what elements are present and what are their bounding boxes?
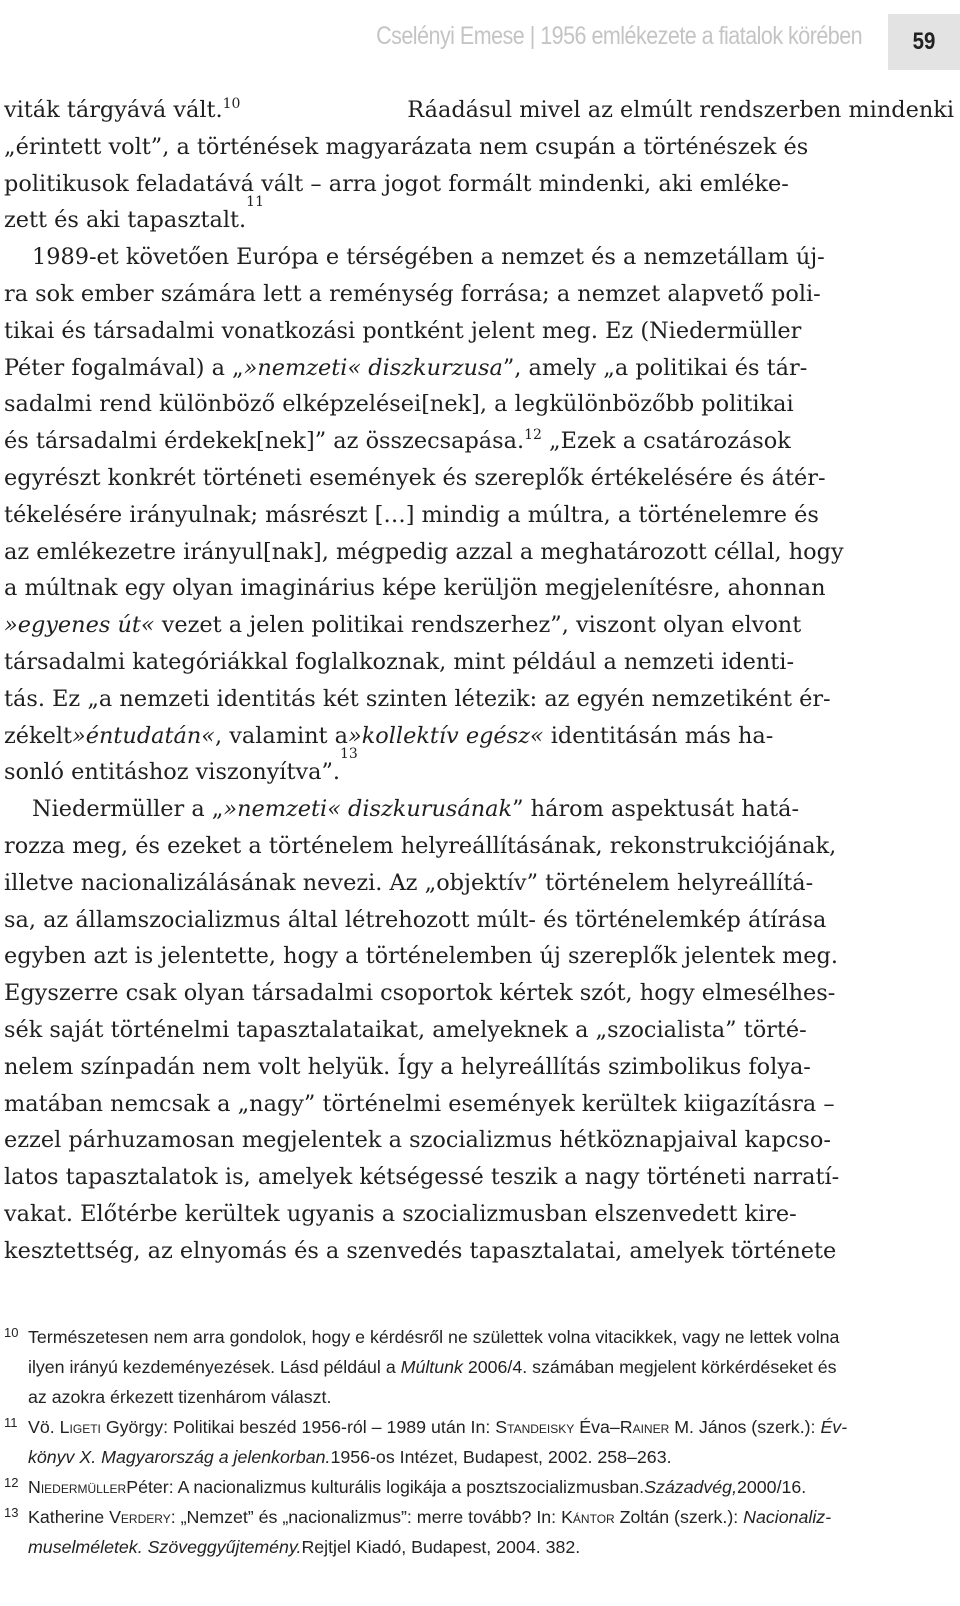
text-line: zett és aki tapasztalt. 11 (4, 202, 954, 239)
text-line: politikusok feladatává vált – arra jogot formált mindenki, aki emléke- (4, 170, 789, 197)
text-line: tás. Ez „a nemzeti identitás két szinten létezik: az egyén nemzetiként ér- (4, 685, 831, 712)
text-line: vakat. Előtérbe kerültek ugyanis a szocializmusban elszenvedett kire- (4, 1200, 797, 1227)
footnote-number: 12 (4, 1475, 19, 1490)
text-line: matában nemcsak a „nagy” történelmi események kerültek kiigazításra – (4, 1090, 835, 1117)
text-line: tikai és társadalmi vonatkozási pontként jelent meg. Ez (Niedermüller (4, 317, 802, 344)
page-number: 59 (912, 28, 936, 55)
footnotes (4, 1322, 954, 1562)
footnote-ref[interactable]: 12 (524, 427, 542, 444)
page-header (0, 14, 960, 70)
text-line: társadalmi kategóriákkal foglalkoznak, mint például a nemzeti identi- (4, 648, 795, 675)
text-line: sonló entitáshoz viszonyítva”. 13 (4, 754, 954, 791)
text-line: illetve nacionalizálásának nevezi. Az „objektív” történelem helyreállítá- (4, 869, 814, 896)
footnote-line: az azokra érkezett tizenhárom választ. (28, 1387, 332, 1407)
text-line: 1989-et követően Európa e térségében a nemzet és a nemzetállam új- (32, 244, 825, 271)
footnote-line: ilyen irányú kezdeményezések. Lásd például a Múltunk 2006/4. számában megjelent körkérdéseket és (28, 1357, 837, 1377)
text-line: az emlékezetre irányul[nak], mégpedig azzal a meghatározott céllal, hogy (4, 538, 844, 565)
footnote-13: 13 Katherine Verdery: „Nemzet” és „nacionalizmus”: merre tovább? In: Kántor Zoltán (szerk.): Nacionaliz- (4, 1502, 954, 1532)
text-line: egyben azt is jelentette, hogy a történelemben új szereplők jelentek meg. (4, 943, 838, 970)
text-line: latos tapasztalatok is, amelyek kétségessé teszik a nagy történeti narratí- (4, 1164, 840, 1191)
body-text (4, 92, 954, 1270)
text-line: ra sok ember számára lett a reménység forrása; a nemzet alapvető poli- (4, 280, 821, 307)
text-line: a múltnak egy olyan imaginárius képe kerüljön megjelenítésre, ahonnan (4, 575, 826, 602)
text-line: Egyszerre csak olyan társadalmi csoportok kértek szót, hogy elmesélhes- (4, 980, 836, 1007)
footnote-number: 11 (4, 1415, 18, 1430)
running-head: Cselényi Emese | 1956 emlékezete a fiatalok körében (375, 22, 862, 50)
footnote-ref[interactable]: 13 (340, 746, 358, 763)
text-line: »egyenes út« vezet a jelen politikai rendszerhez”, viszont olyan elvont (4, 612, 802, 639)
footnote-number: 13 (4, 1505, 19, 1520)
page-number-box (888, 14, 960, 70)
text-line: és társadalmi érdekek[nek]” az összecsapása.$^{12}$ „Ezek a csatározások (4, 427, 791, 455)
footnote-ref[interactable]: 11 (246, 194, 264, 211)
text-line: sadalmi rend különböző elképzelései[nek], a legkülönbözőbb politikai (4, 391, 794, 418)
footnote-11: 11 Vö. Ligeti György: Politikai beszéd 1956-ról – 1989 után In: Standeisky Éva–Rainer M. János (szerk.): Év- (4, 1412, 954, 1442)
text-line: rozza meg, és ezeket a történelem helyreállításának, rekonstrukciójának, (4, 832, 837, 859)
text-line: nelem színpadán nem volt helyük. Így a helyreállítás szimbolikus folya- (4, 1053, 811, 1080)
text-line: kesztettség, az elnyomás és a szenvedés tapasztalatai, amelyek története (4, 1237, 837, 1264)
text-line: Péter fogalmával) a „»nemzeti« diszkurzusa”, amely „a politikai és tár- (4, 354, 808, 381)
text-line: sék saját történelmi tapasztalataikat, amelyeknek a „szocialista” törté- (4, 1016, 807, 1043)
text-line: egyrészt konkrét történeti események és szereplők értékelésére és átér- (4, 464, 826, 491)
footnote-line: könyv X. Magyarország a jelenkorban. 1956-os Intézet, Budapest, 2002. 258–263. (28, 1447, 672, 1467)
text-line: ezzel párhuzamosan megjelentek a szocializmus hétköznapjaival kapcso- (4, 1127, 831, 1154)
text-line: viták tárgyává vált.$^{10}$ Ráadásul mivel az elmúlt rendszerben mindenki (4, 96, 954, 123)
footnote-ref[interactable]: 10 (222, 96, 241, 112)
footnote-12: 12 Niedermüller Péter: A nacionalizmus kulturális logikája a posztszocializmusban. Századvég, 2000/16. (4, 1472, 954, 1502)
footnote-10: 10 Természetesen nem arra gondolok, hogy e kérdésről ne születtek volna vitacikkek, vagy ne lettek volna (4, 1322, 954, 1352)
text-line: Niedermüller a „»nemzeti« diszkurusának” három aspektusát hatá- (32, 796, 800, 823)
text-line: „érintett volt”, a történések magyarázata nem csupán a történészek és (4, 133, 809, 160)
text-line: tékelésére irányulnak; másrészt […] mindig a múltra, a történelemre és (4, 501, 819, 528)
footnote-line: muselméletek. Szöveggyűjtemény. Rejtjel Kiadó, Budapest, 2004. 382. (28, 1537, 581, 1557)
footnote-number: 10 (4, 1325, 19, 1340)
text-line: zékelt»éntudatán«, valamint a»kollektív egész« identitásán más ha- (4, 722, 774, 749)
text-line: sa, az államszocializmus által létrehozott múlt- és történelemkép átírása (4, 906, 827, 933)
